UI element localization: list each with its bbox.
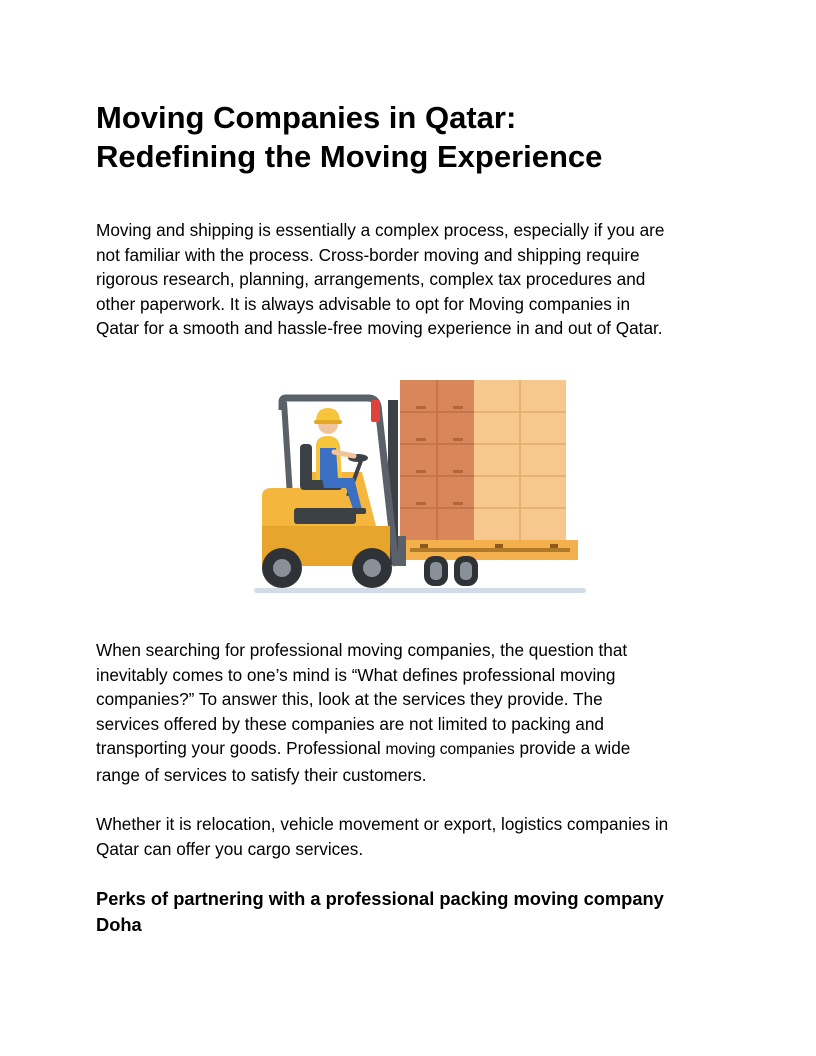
- forklift-with-boxes-illustration: [250, 376, 590, 596]
- title-line-1: Moving Companies in Qatar:: [96, 100, 517, 135]
- cargo-paragraph: [96, 812, 736, 861]
- moving-companies-link[interactable]: moving companies: [385, 741, 515, 759]
- text-line: range of services to satisfy their customers.: [96, 764, 427, 785]
- text-segment: transporting your goods. Professional: [96, 738, 386, 759]
- cargo-boxes: [400, 380, 566, 540]
- title-line-2: Redefining the Moving Experience: [96, 139, 603, 174]
- text-line: rigorous research, planning, arrangements, complex tax procedures and: [96, 269, 646, 290]
- subheading-line-2: Doha: [96, 914, 142, 935]
- perks-subheading: [96, 886, 746, 938]
- pallet: [400, 540, 578, 560]
- text-line: When searching for professional moving companies, the question that: [96, 640, 628, 660]
- text-line: Qatar can offer you cargo services.: [96, 838, 364, 859]
- subheading-line-1: Perks of partnering with a professional packing moving company: [96, 888, 664, 909]
- text-line: other paperwork. It is always advisable to opt for Moving companies in: [96, 293, 631, 314]
- text-line: [96, 736, 736, 763]
- text-line: Moving and shipping is essentially a complex process, especially if you are: [96, 220, 665, 240]
- text-line: companies?” To answer this, look at the services they provide. The: [96, 689, 603, 710]
- text-line: inevitably comes to one’s mind is “What defines professional moving: [96, 664, 616, 685]
- text-line: Qatar for a smooth and hassle-free moving experience in and out of Qatar.: [96, 318, 663, 339]
- text-segment: provide a wide: [514, 738, 631, 759]
- text-line: Whether it is relocation, vehicle movement or export, logistics companies in: [96, 814, 669, 834]
- page-title: [96, 98, 736, 176]
- intro-paragraph: [96, 218, 736, 341]
- text-line: not familiar with the process. Cross-border moving and shipping require: [96, 244, 640, 265]
- services-paragraph: [96, 638, 736, 788]
- text-line: services offered by these companies are not limited to packing and: [96, 713, 604, 734]
